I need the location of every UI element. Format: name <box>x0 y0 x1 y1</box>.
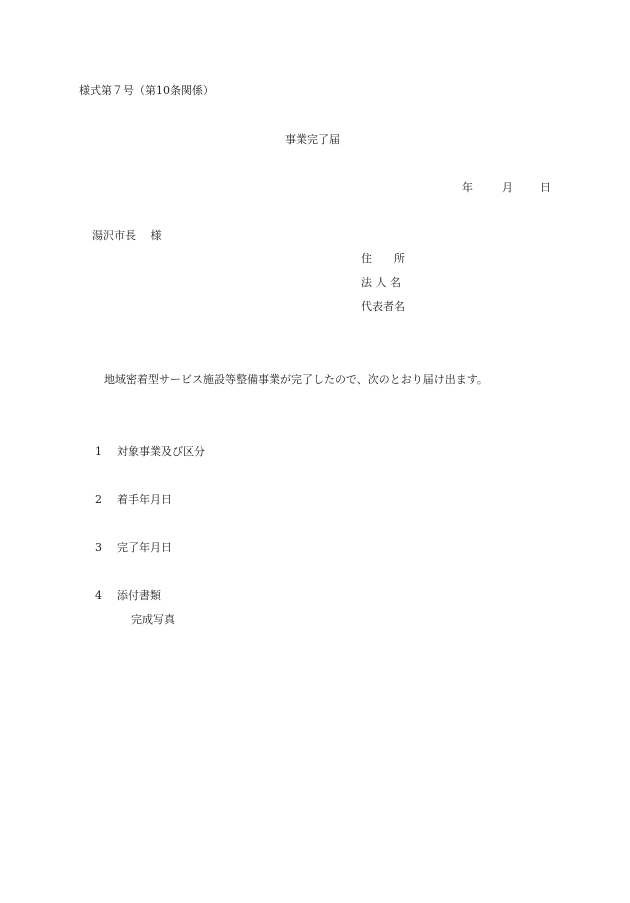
list-item <box>95 493 172 507</box>
list-item <box>95 589 161 603</box>
document-title: 事業完了届 <box>285 133 340 146</box>
item-number: 1 <box>95 445 102 458</box>
form-number: 様式第７号（第10条関係） <box>79 84 214 97</box>
body-text: 地域密着型サービス施設等整備事業が完了したので、次のとおり届け出ます。 <box>104 373 488 386</box>
list-item <box>95 541 172 555</box>
item-number: 2 <box>95 493 102 506</box>
date-day-label: 日 <box>540 181 551 194</box>
date-year-label: 年 <box>462 181 473 194</box>
addressee: 湯沢市長 様 <box>92 229 162 242</box>
list-item <box>95 445 205 459</box>
date-month-label: 月 <box>502 181 513 194</box>
representative-name-label: 代表者名 <box>361 300 405 313</box>
item-number: 3 <box>95 541 102 554</box>
item-label: 対象事業及び区分 <box>117 445 205 458</box>
item-label: 着手年月日 <box>117 493 172 506</box>
item-label: 添付書類 <box>117 589 161 602</box>
corporation-name-label: 法 人 名 <box>361 276 401 289</box>
item-label: 完了年月日 <box>117 541 172 554</box>
attachment-item: 完成写真 <box>131 613 175 626</box>
item-number: 4 <box>95 589 102 602</box>
address-label: 住 所 <box>361 252 405 265</box>
